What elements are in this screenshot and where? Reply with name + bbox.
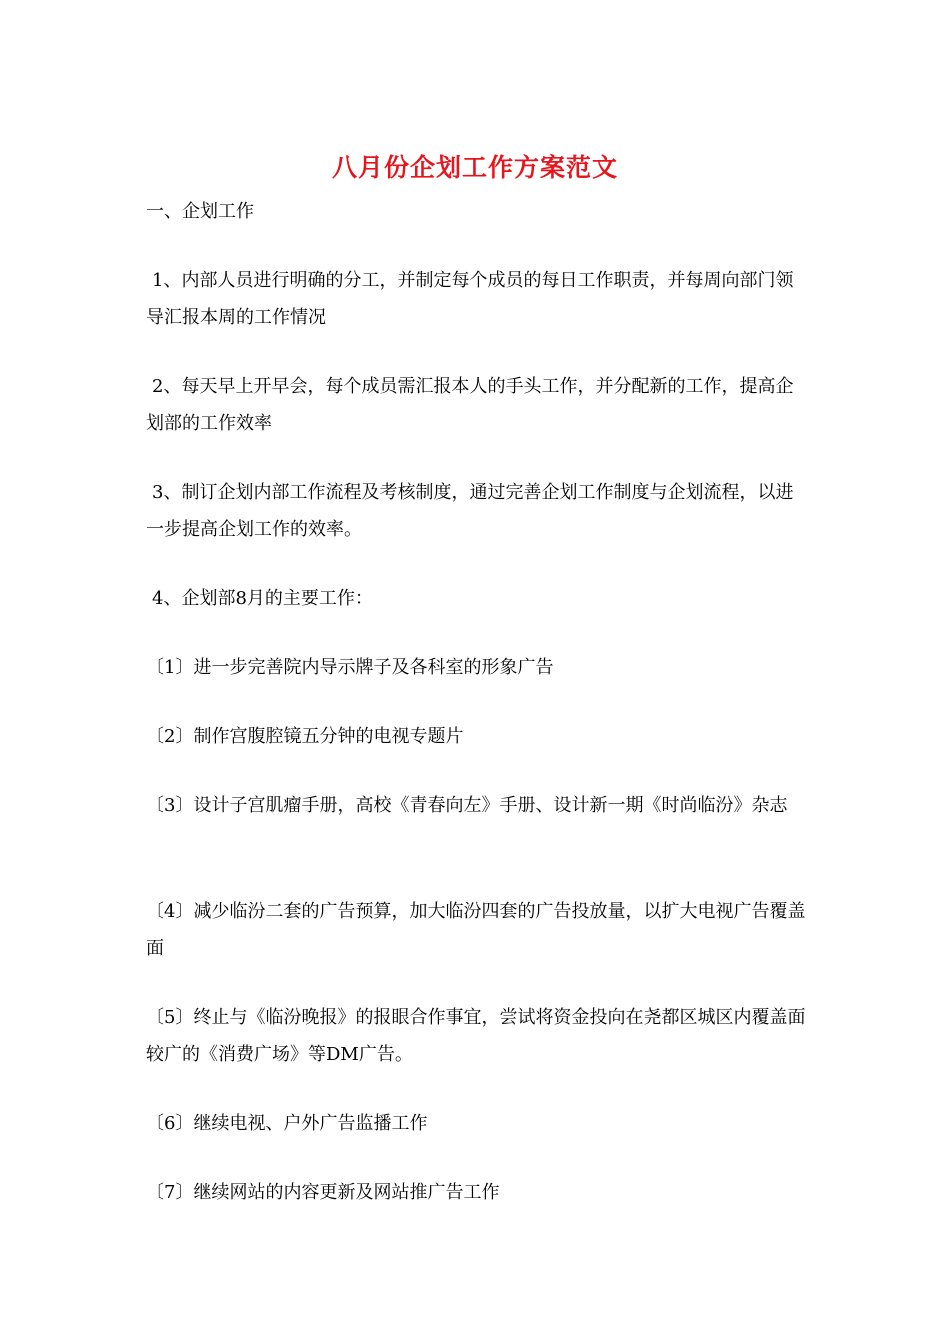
paragraph-4: 4、企划部8月的主要工作： <box>152 588 373 609</box>
paragraph-2: 2、每天早上开早会，每个成员需汇报本人的手头工作，并分配新的工作，提高企划部的工作效率 <box>146 376 794 434</box>
list-item-1: 〔1〕进一步完善院内导示牌子及各科室的形象广告 <box>146 657 554 678</box>
section-heading: 一、企划工作 <box>146 201 254 222</box>
paragraph-1: 1、内部人员进行明确的分工，并制定每个成员的每日工作职责，并每周向部门领导汇报本周的工作情况 <box>146 270 794 328</box>
document-title: 八月份企划工作方案范文 <box>331 153 618 182</box>
list-item-5: 〔5〕终止与《临汾晚报》的报眼合作事宜，尝试将资金投向在尧都区城区内覆盖面较广的《消费广场》等DM广告。 <box>146 1007 806 1065</box>
list-item-3: 〔3〕设计子宫肌瘤手册，高校《青春向左》手册、设计新一期《时尚临汾》杂志 <box>146 795 788 816</box>
list-item-6: 〔6〕继续电视、户外广告监播工作 <box>146 1113 428 1134</box>
list-item-4: 〔4〕减少临汾二套的广告预算，加大临汾四套的广告投放量，以扩大电视广告覆盖面 <box>146 901 806 959</box>
list-item-2: 〔2〕制作宫腹腔镜五分钟的电视专题片 <box>146 726 464 747</box>
paragraph-3: 3、制订企划内部工作流程及考核制度，通过完善企划工作制度与企划流程，以进一步提高企划工作的效率。 <box>146 482 794 540</box>
list-item-7: 〔7〕继续网站的内容更新及网站推广告工作 <box>146 1182 500 1203</box>
